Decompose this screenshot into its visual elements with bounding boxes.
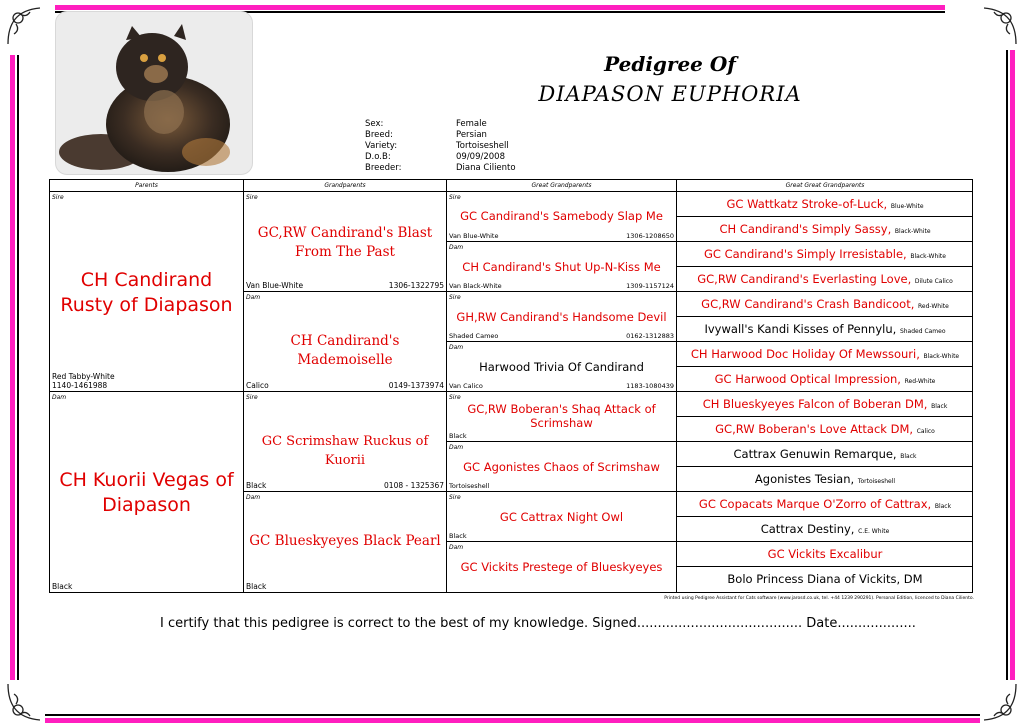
- ggg-name: CH Candirand's Simply Sassy,: [719, 222, 892, 236]
- grandparent-cell: [244, 192, 446, 292]
- ggg-cell: [677, 467, 973, 492]
- role-label: Dam: [449, 544, 464, 551]
- grandparent-color: Calico: [246, 381, 269, 390]
- ggg-color: Calico: [916, 428, 935, 435]
- ggg-cell: [677, 567, 973, 592]
- role-label: Dam: [449, 244, 464, 251]
- ggg-name: GC,RW Candirand's Everlasting Love,: [697, 272, 912, 286]
- certification-statement: I certify that this pedigree is correct to the best of my knowledge. Signed........................................ Date...................: [160, 616, 916, 631]
- info-value: Diana Ciliento: [456, 163, 516, 173]
- info-value: Tortoiseshell: [456, 141, 509, 151]
- cat-photo: [55, 11, 253, 175]
- ggg-cell: [677, 292, 973, 317]
- great-grandparent-name: GC Cattrax Night Owl: [499, 510, 624, 524]
- cat-name-title: DIAPASON EUPHORIA: [538, 82, 802, 106]
- great-grandparent-name: GC Vickits Prestege of Blueskyeyes: [460, 560, 663, 574]
- grandparent-name: GC Blueskyeyes Black Pearl: [249, 533, 441, 549]
- role-label: Dam: [246, 494, 261, 501]
- ggg-name: GC,RW Candirand's Crash Bandicoot,: [701, 297, 915, 311]
- grandparent-cell: [244, 492, 446, 592]
- great-grandparent-name: GC,RW Boberan's Shaq Attack of Scrimshaw: [467, 402, 656, 430]
- pedigree-table: [49, 179, 973, 593]
- parent-name: CH Kuorii Vegas of Diapason: [59, 469, 234, 516]
- grandparent-cell: [244, 292, 446, 392]
- ggg-color: Shaded Cameo: [899, 328, 946, 335]
- grandparent-cell: [244, 392, 446, 492]
- ggg-color: Tortoiseshell: [857, 478, 896, 485]
- great-grandparent-color: Van Blue-White: [449, 232, 499, 240]
- top-border-stripe: [55, 5, 945, 10]
- great-grandparent-color: Shaded Cameo: [449, 332, 499, 340]
- role-label: Dam: [246, 294, 261, 301]
- header-great-great-grandparents: Great Great Grandparents: [677, 180, 973, 192]
- bottom-border-line: [45, 714, 980, 716]
- ggg-name: GC Copacats Marque O'Zorro of Cattrax,: [698, 497, 932, 511]
- ggg-color: Black: [900, 453, 917, 460]
- right-border-line: [1006, 50, 1008, 680]
- parent-cell-sire: [50, 192, 243, 392]
- great-grandparent-color: Black: [449, 432, 467, 440]
- grandparent-name: CH Candirand's Mademoiselle: [290, 333, 400, 368]
- bottom-border-stripe: [45, 718, 980, 723]
- great-grandparent-color: Tortoiseshell: [449, 482, 490, 490]
- great-grandparent-color: Van Black-White: [449, 282, 502, 290]
- ggg-cell: [677, 267, 973, 292]
- header-parents: Parents: [50, 180, 243, 192]
- ggg-name: Cattrax Destiny,: [760, 522, 855, 536]
- great-grandparent-reg: 1306-1208650: [626, 232, 674, 240]
- corner-ornament-icon: [976, 680, 1020, 724]
- ggg-name: Agonistes Tesian,: [754, 472, 855, 486]
- great-grandparent-cell: [447, 392, 676, 442]
- ggg-name: GC Wattkatz Stroke-of-Luck,: [726, 197, 888, 211]
- ggg-cell: [677, 192, 973, 217]
- ggg-cell: [677, 492, 973, 517]
- parent-cell-dam: [50, 392, 243, 592]
- parent-name: CH Candirand Rusty of Diapason: [60, 269, 233, 316]
- parent-color: Red Tabby-White: [52, 372, 115, 381]
- role-label: Dam: [449, 444, 464, 451]
- ggg-color: Black-White: [910, 253, 946, 260]
- grandparent-reg: 0149-1373974: [388, 381, 444, 390]
- role-label: Sire: [449, 494, 461, 501]
- ggg-color: Red-White: [904, 378, 936, 385]
- ggg-color: Black: [934, 503, 952, 510]
- software-footnote: Printed using Pedigree Assistant for Cats software (www.jarosd.co.uk, tel. +44 1239 290291). Personal Edition, licenced to Diana Ciliento.: [664, 596, 974, 601]
- role-label: Sire: [449, 294, 461, 301]
- ggg-name: Cattrax Genuwin Remarque,: [733, 447, 897, 461]
- ggg-cell: [677, 442, 973, 467]
- great-grandparent-name: Harwood Trivia Of Candirand: [479, 360, 644, 374]
- info-value: 09/09/2008: [456, 152, 505, 162]
- ggg-color: Red-White: [918, 303, 949, 310]
- great-grandparent-cell: [447, 442, 676, 492]
- parent-reg: 1140-1461988: [52, 381, 108, 390]
- role-label: Sire: [246, 394, 258, 401]
- ggg-color: Dilute Calico: [914, 278, 953, 285]
- info-value: Female: [456, 119, 487, 129]
- role-label: Sire: [246, 194, 258, 201]
- great-grandparent-cell: [447, 192, 676, 242]
- great-grandparent-color: Black: [449, 532, 467, 540]
- ggg-name: GC Candirand's Simply Irresistable,: [704, 247, 907, 261]
- ggg-name: Bolo Princess Diana of Vickits, DM: [727, 572, 923, 586]
- ggg-cell: [677, 392, 973, 417]
- ggg-cell: [677, 342, 973, 367]
- ggg-name: GC,RW Boberan's Love Attack DM,: [715, 422, 914, 436]
- parent-color: Black: [52, 582, 73, 591]
- ggg-color: Blue-White: [890, 203, 924, 210]
- ggg-name: Ivywall's Kandi Kisses of Pennylu,: [704, 322, 897, 336]
- header-great-grandparents: Great Grandparents: [447, 180, 676, 192]
- great-grandparent-reg: 1183-1080439: [626, 382, 674, 390]
- great-grandparent-cell: [447, 542, 676, 592]
- left-border-line: [17, 55, 19, 680]
- grandparent-reg: 1306-1322795: [388, 281, 444, 290]
- cat-info: [365, 119, 516, 174]
- grandparent-color: Black: [246, 481, 267, 490]
- corner-ornament-icon: [976, 4, 1020, 48]
- role-label: Sire: [449, 194, 461, 201]
- ggg-color: C.E. White: [858, 528, 890, 535]
- role-label: Dam: [52, 394, 67, 401]
- left-border-stripe: [10, 55, 15, 680]
- ggg-name: GC Vickits Excalibur: [767, 547, 883, 561]
- right-border-stripe: [1010, 50, 1015, 680]
- ggg-cell: [677, 367, 973, 392]
- info-value: Persian: [456, 130, 487, 140]
- great-grandparent-name: GC Candirand's Samebody Slap Me: [460, 209, 663, 223]
- great-grandparent-cell: [447, 342, 676, 392]
- great-grandparent-name: CH Candirand's Shut Up-N-Kiss Me: [462, 260, 661, 274]
- role-label: Sire: [449, 394, 461, 401]
- great-grandparent-name: GC Agonistes Chaos of Scrimshaw: [463, 460, 660, 474]
- ggg-color: Black: [931, 403, 948, 410]
- info-label: D.o.B:: [365, 152, 391, 162]
- great-grandparent-name: GH,RW Candirand's Handsome Devil: [456, 310, 667, 324]
- grandparent-color: Black: [246, 582, 267, 591]
- ggg-cell: [677, 217, 973, 242]
- ggg-name: CH Blueskyeyes Falcon of Boberan DM,: [702, 397, 928, 411]
- grandparent-color: Van Blue-White: [246, 281, 304, 290]
- ggg-cell: [677, 317, 973, 342]
- info-label: Breed:: [365, 130, 393, 140]
- ggg-cell: [677, 542, 973, 567]
- grandparent-name: GC Scrimshaw Ruckus of Kuorii: [261, 434, 429, 468]
- ggg-color: Black-White: [923, 353, 960, 360]
- ggg-cell: [677, 417, 973, 442]
- ggg-cell: [677, 517, 973, 542]
- great-grandparent-reg: 0162-1312883: [626, 332, 674, 340]
- ggg-cell: [677, 242, 973, 267]
- great-grandparent-color: Van Calico: [449, 382, 483, 390]
- role-label: Dam: [449, 344, 464, 351]
- info-label: Breeder:: [365, 163, 402, 173]
- ggg-color: Black-White: [894, 228, 931, 235]
- grandparent-name: GC,RW Candirand's Blast From The Past: [257, 225, 433, 260]
- header-grandparents: Grandparents: [244, 180, 446, 192]
- role-label: Sire: [52, 194, 64, 201]
- ggg-name: CH Harwood Doc Holiday Of Mewssouri,: [690, 347, 920, 361]
- corner-ornament-icon: [4, 680, 48, 724]
- ggg-name: GC Harwood Optical Impression,: [714, 372, 901, 386]
- great-grandparent-cell: [447, 242, 676, 292]
- info-label: Variety:: [365, 141, 398, 151]
- great-grandparent-cell: [447, 292, 676, 342]
- grandparent-reg: 0108 - 1325367: [384, 481, 444, 490]
- great-grandparent-reg: 1309-1157124: [626, 282, 674, 290]
- corner-ornament-icon: [4, 4, 48, 48]
- great-grandparent-cell: [447, 492, 676, 542]
- info-label: Sex:: [365, 119, 384, 129]
- pedigree-title: Pedigree Of: [604, 52, 736, 76]
